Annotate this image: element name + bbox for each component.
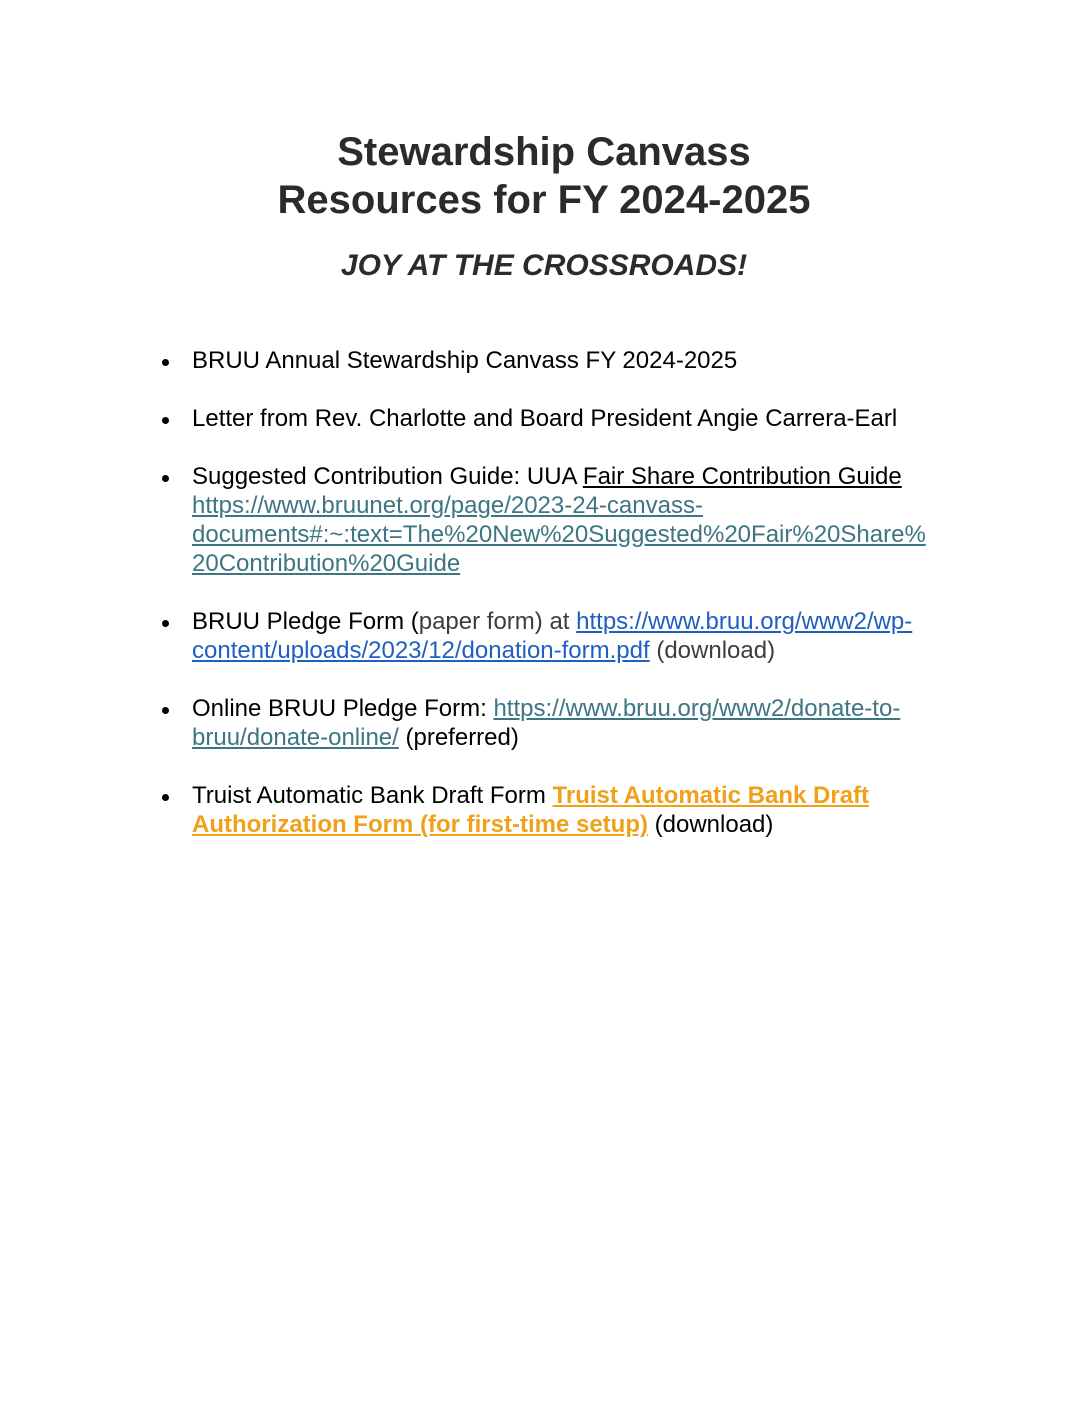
item-prefix: BRUU Pledge Form ( — [192, 608, 419, 635]
bullet-icon — [162, 417, 169, 424]
bank-draft-link-line-2[interactable]: Authorization Form (for first-time setup) — [192, 811, 648, 838]
bullet-icon — [162, 707, 169, 714]
bullet-icon — [162, 620, 169, 627]
resource-list — [0, 346, 1088, 868]
list-item-annual-canvass — [0, 346, 1088, 375]
item-suffix: (preferred) — [398, 724, 519, 751]
item-text: Letter from Rev. Charlotte and Board President Angie Carrera-Earl — [192, 405, 898, 432]
item-note: paper form) at — [418, 608, 577, 635]
item-prefix: Suggested Contribution Guide: UUA — [192, 463, 583, 490]
list-item-bank-draft — [0, 781, 1088, 839]
page-title — [0, 128, 1088, 224]
bullet-icon — [162, 475, 169, 482]
item-suffix: (download) — [649, 637, 776, 664]
item-prefix: Online BRUU Pledge Form: — [192, 695, 494, 722]
pledge-form-url-line-2[interactable]: content/uploads/2023/12/donation-form.pdf — [192, 637, 650, 664]
fair-share-guide-link[interactable]: Fair Share Contribution Guide — [582, 463, 902, 490]
contribution-guide-url-line-3[interactable]: 20Contribution%20Guide — [192, 550, 461, 577]
list-item-pledge-form — [0, 607, 1088, 665]
item-prefix: Truist Automatic Bank Draft Form — [192, 782, 553, 809]
online-pledge-url-line-2[interactable]: bruu/donate-online/ — [192, 724, 399, 751]
pledge-form-url-line-1[interactable]: https://www.bruu.org/www2/wp- — [576, 608, 913, 635]
item-suffix: (download) — [647, 811, 774, 838]
contribution-guide-url-line-1[interactable]: https://www.bruunet.org/page/2023-24-canvass- — [192, 492, 703, 519]
bullet-icon — [162, 359, 169, 366]
online-pledge-url-line-1[interactable]: https://www.bruu.org/www2/donate-to- — [493, 695, 901, 722]
page-subtitle: JOY AT THE CROSSROADS! — [340, 249, 748, 282]
list-item-letter — [0, 404, 1088, 433]
title-line-2: Resources for FY 2024-2025 — [277, 178, 811, 222]
title-line-1: Stewardship Canvass — [337, 130, 751, 174]
list-item-contribution-guide — [0, 462, 1088, 578]
bank-draft-link-line-1[interactable]: Truist Automatic Bank Draft — [552, 782, 870, 809]
bullet-icon — [162, 794, 169, 801]
list-item-online-pledge — [0, 694, 1088, 752]
contribution-guide-url-line-2[interactable]: documents#:~:text=The%20New%20Suggested%20Fair%20Share% — [192, 521, 926, 548]
item-text: BRUU Annual Stewardship Canvass FY 2024-2025 — [192, 347, 738, 374]
